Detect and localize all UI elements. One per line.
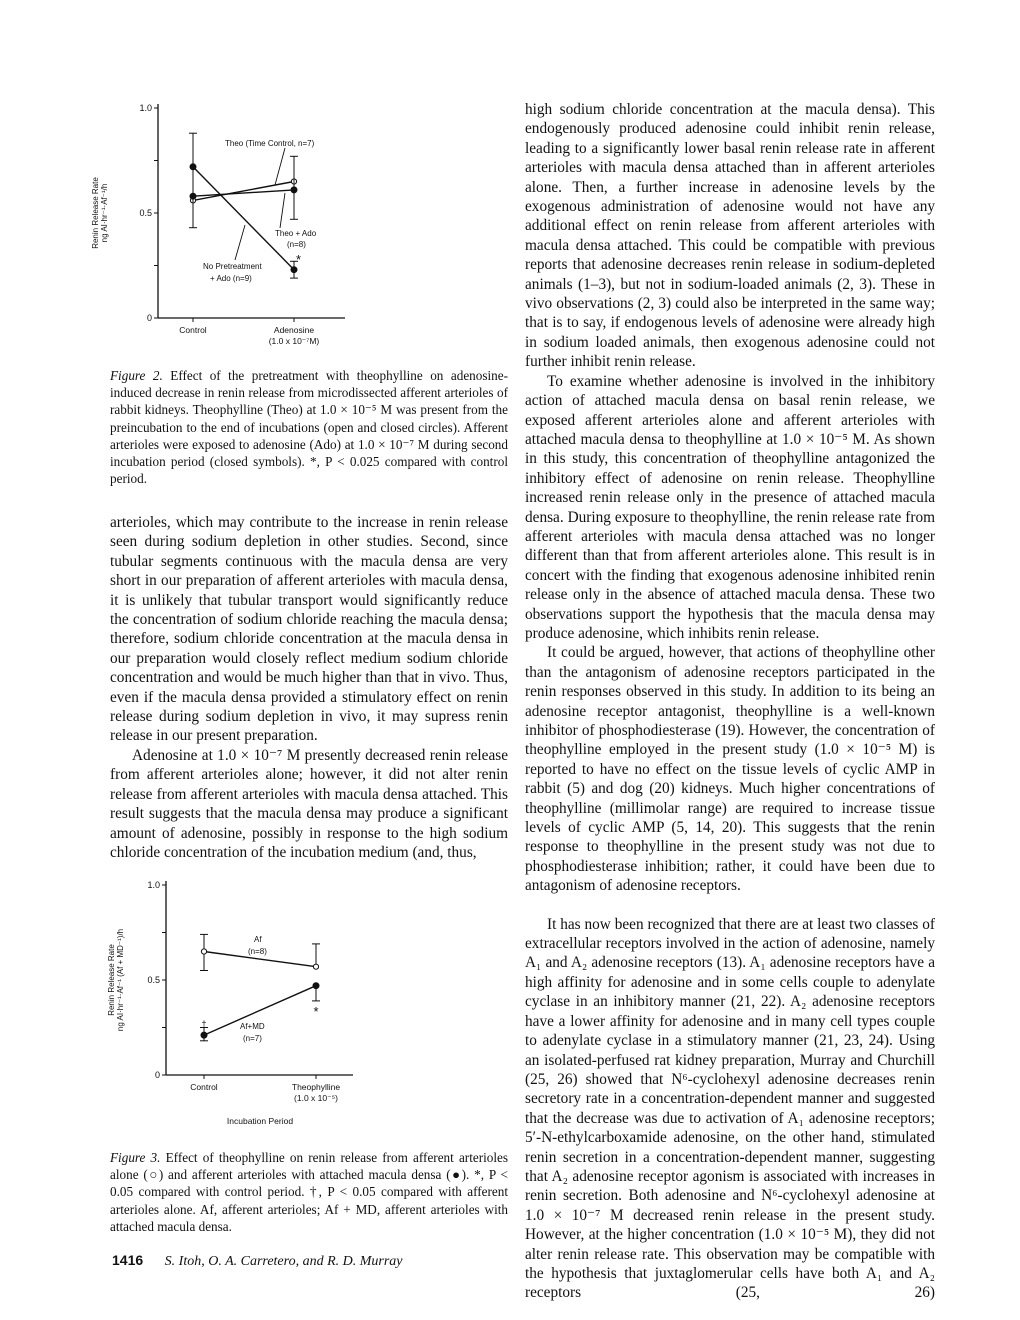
data-point (201, 1032, 207, 1038)
footer-authors: S. Itoh, O. A. Carretero, and R. D. Murray (164, 1254, 403, 1269)
data-point (313, 983, 319, 989)
data-point (291, 187, 297, 193)
data-point (201, 949, 206, 954)
y-axis-label: Renin Release Rate (91, 177, 100, 249)
x-tick-sublabel: (1.0 x 10⁻⁵) (294, 1093, 338, 1103)
page-number: 1416 (112, 1252, 144, 1268)
figure-2-caption (110, 367, 508, 487)
paragraph: high sodium chloride concentration at the macula densa). This endogenously produced adenosine could inhibit renin release, leading to a significantly lower basal renin release rate in afferent arterioles with macula densa attached than in afferent arterioles alone. Then, a further increase in adenosine levels by the exogenous administration of adenosine would not have any additional effect on renin release from afferent arterioles with macula densa attached. This could be compatible with previous reports that adenosine decreases renin release in sodium-depleted animals (1–3), but not in sodium-loaded animals (2, 3). These in vivo observations (2, 3) could also be interpreted in the same way; that is to say, if endogenous levels of adenosine were already high in sodium loaded animals, then exogenous adenosine could not further inhibit renin release. (525, 101, 935, 371)
x-axis-label: Incubation Period (226, 1116, 294, 1126)
paragraph: It could be argued, however, that actions of theophylline other than the antagonism of adenosine receptors participated in the renin responses observed in this study. In addition to its being an adenosine receptor antagonist, theophylline is a well-known inhibitor of phosphodiesterase (19). However, the concentration of theophylline employed in the present study (1.0 × 10⁻⁵ M) is reported to have no effect on the tissue levels of cyclic AMP in rabbit (5) and dog (20) kidneys. Much higher concentrations of theophylline (millimolar range) are required to increase tissue levels of cyclic AMP (5, 14, 20). This suggests that the renin response to theophylline in the present study was not due to phosphodiesterase inhibition; rather, it could have been due to antagonism of adenosine receptors. (525, 644, 935, 895)
y-tick-label: 0.5 (147, 975, 160, 985)
leader-line (275, 148, 285, 185)
annotation-label: (n=8) (248, 947, 267, 956)
y-axis-label: ng AI·hr⁻¹·Af⁻¹/h (100, 183, 109, 243)
paragraph: arterioles, which may contribute to the increase in renin release seen during sodium depletion in other studies. Second, since tubular segments continuous with the macula densa are very short in our preparation of afferent arterioles with macula densa, it is unlikely that tubular transport would significantly reduce the concentration of sodium chloride reaching the macula densa; therefore, sodium chloride concentration at the macula densa in our preparation would closely reflect medium sodium chloride concentration and would be much higher than that in vivo. Thus, even if the macula densa provided a stimulatory effect on renin release during sodium depletion in vivo, it may supress renin release in our present preparation. (110, 514, 508, 745)
y-axis-label: ng AI·hr⁻¹·Af⁻¹ (Af + MD⁻¹)/h (116, 928, 125, 1032)
page-footer (112, 1252, 403, 1270)
annotation-label: Theo + Ado (275, 229, 317, 238)
data-point (190, 164, 196, 170)
annotation-label: Af (254, 935, 262, 944)
paragraph: Adenosine at 1.0 × 10⁻⁷ M presently decreased renin release from afferent arterioles alone; however, it did not alter renin release from afferent arterioles with macula densa attached. This result suggests that the macula densa may produce a significant amount of adenosine, possibly in response to the high sodium chloride concentration of the incubation medium (and, thus, (110, 746, 508, 861)
figure-3-chart (90, 870, 410, 1140)
dagger-mark: † (201, 1019, 207, 1029)
data-point (291, 267, 297, 273)
data-point (190, 193, 196, 199)
figure-2-chart (80, 90, 410, 360)
significance-star: * (296, 252, 302, 267)
figure-3-label: Figure 3. (110, 1150, 161, 1165)
annotation-label: Theo (Time Control, n=7) (225, 139, 315, 148)
right-column-text (525, 100, 935, 1303)
significance-star: * (313, 1004, 319, 1019)
y-tick-label: 0.5 (139, 208, 152, 218)
data-point (313, 964, 318, 969)
figure-2-label: Figure 2. (110, 368, 163, 383)
annotation-label: (n=8) (287, 240, 306, 249)
left-column-text (110, 513, 508, 862)
y-tick-label: 0 (146, 313, 152, 323)
y-tick-label: 1.0 (139, 103, 152, 113)
annotation-label: + Ado (n=9) (210, 274, 252, 283)
x-tick-sublabel: (1.0 x 10⁻⁷M) (268, 336, 320, 346)
y-axis-label: Renin Release Rate (107, 944, 116, 1016)
x-tick-label: Adenosine (273, 325, 315, 335)
y-tick-label: 1.0 (147, 880, 160, 890)
annotation-label: No Pretreatment (203, 262, 262, 271)
figure-3-caption-text: Effect of theophylline on renin release from afferent arterioles alone (○) and afferent arterioles with attached macula densa (●). *, P < 0.05 compared with control period. †, P < 0.05 compared with afferent arterioles alone. Af, afferent arterioles; Af + MD, afferent arterioles with attached macula densa. (110, 1150, 509, 1234)
leader-line (235, 225, 245, 260)
paragraph: To examine whether adenosine is involved in the inhibitory action of attached macula densa on basal renin release, we exposed afferent arterioles alone and afferent arterioles with attached macula densa to theophylline at 1.0 × 10⁻⁵ M. As shown in this study, this concentration of theophylline antagonized the inhibitory effect of adenosine on renin release. Theophylline increased renin release only in the presence of attached macula densa. During exposure to theophylline, the renin release rate from afferent arterioles with macula densa attached was no longer different than that from afferent arterioles alone. This result is in concert with the finding that exogenous adenosine inhibited renin release only in the absence of attached macula densa. These two observations support the hypothesis that the macula densa may produce adenosine, which inhibits renin release. (525, 372, 935, 642)
x-tick-label: Control (190, 1082, 218, 1092)
figure-2-caption-text: Effect of the pretreatment with theophylline on adenosine-induced decrease in renin release from microdissected afferent arterioles of rabbit kidneys. Theophylline (Theo) at 1.0 × 10⁻⁵ M was present from the preincubation to the end of incubations (open and closed circles). Afferent arterioles were exposed to adenosine (Ado) at 1.0 × 10⁻⁷ M during second incubation period (closed symbols). *, P < 0.025 compared with control period. (110, 368, 508, 487)
x-tick-label: Theophylline (291, 1082, 341, 1092)
x-tick-label: Control (179, 325, 207, 335)
annotation-label: Af+MD (240, 1022, 265, 1031)
figure-3-caption (110, 1149, 508, 1235)
paragraph: It has now been recognized that there are at least two classes of extracellular receptors involved in the action of adenosine, namely A₁ and A₂ adenosine receptors (13). A₁ adenosine receptors have a high affinity for adenosine and in some cells couple to adenylate cyclase in an inhibitory manner (21, 22). A₂ adenosine receptors have a lower affinity for adenosine and in many cell types couple to adenylate cyclase in a stimulatory manner (21, 23, 24). Using an isolated-perfused rat kidney preparation, Murray and Churchill (25, 26) showed that N⁶-cyclohexyl adenosine decreases renin secretory rate in a concentration-dependent manner and suggested that the decrease was due to activation of A₁ adenosine receptors; 5′-N-ethylcarboxamide adenosine, on the other hand, stimulated renin secretion in a concentration-dependent manner, suggesting that A₂ adenosine receptor agonism is associated with increases in renin secretion. Both adenosine and N⁶-cyclohexyl adenosine at 1.0 × 10⁻⁷ M decreased renin release in the present study. However, at the higher concentration (1.0 × 10⁻⁵ M), they did not alter renin release rate. This observation may be compatible with the hypothesis that juxtaglomerular cells have both A₁ and A₂ receptors (25, 26) (525, 915, 935, 1302)
leader-line (280, 193, 285, 228)
series-line (193, 167, 294, 270)
y-tick-label: 0 (154, 1070, 160, 1080)
annotation-label: (n=7) (243, 1034, 262, 1043)
